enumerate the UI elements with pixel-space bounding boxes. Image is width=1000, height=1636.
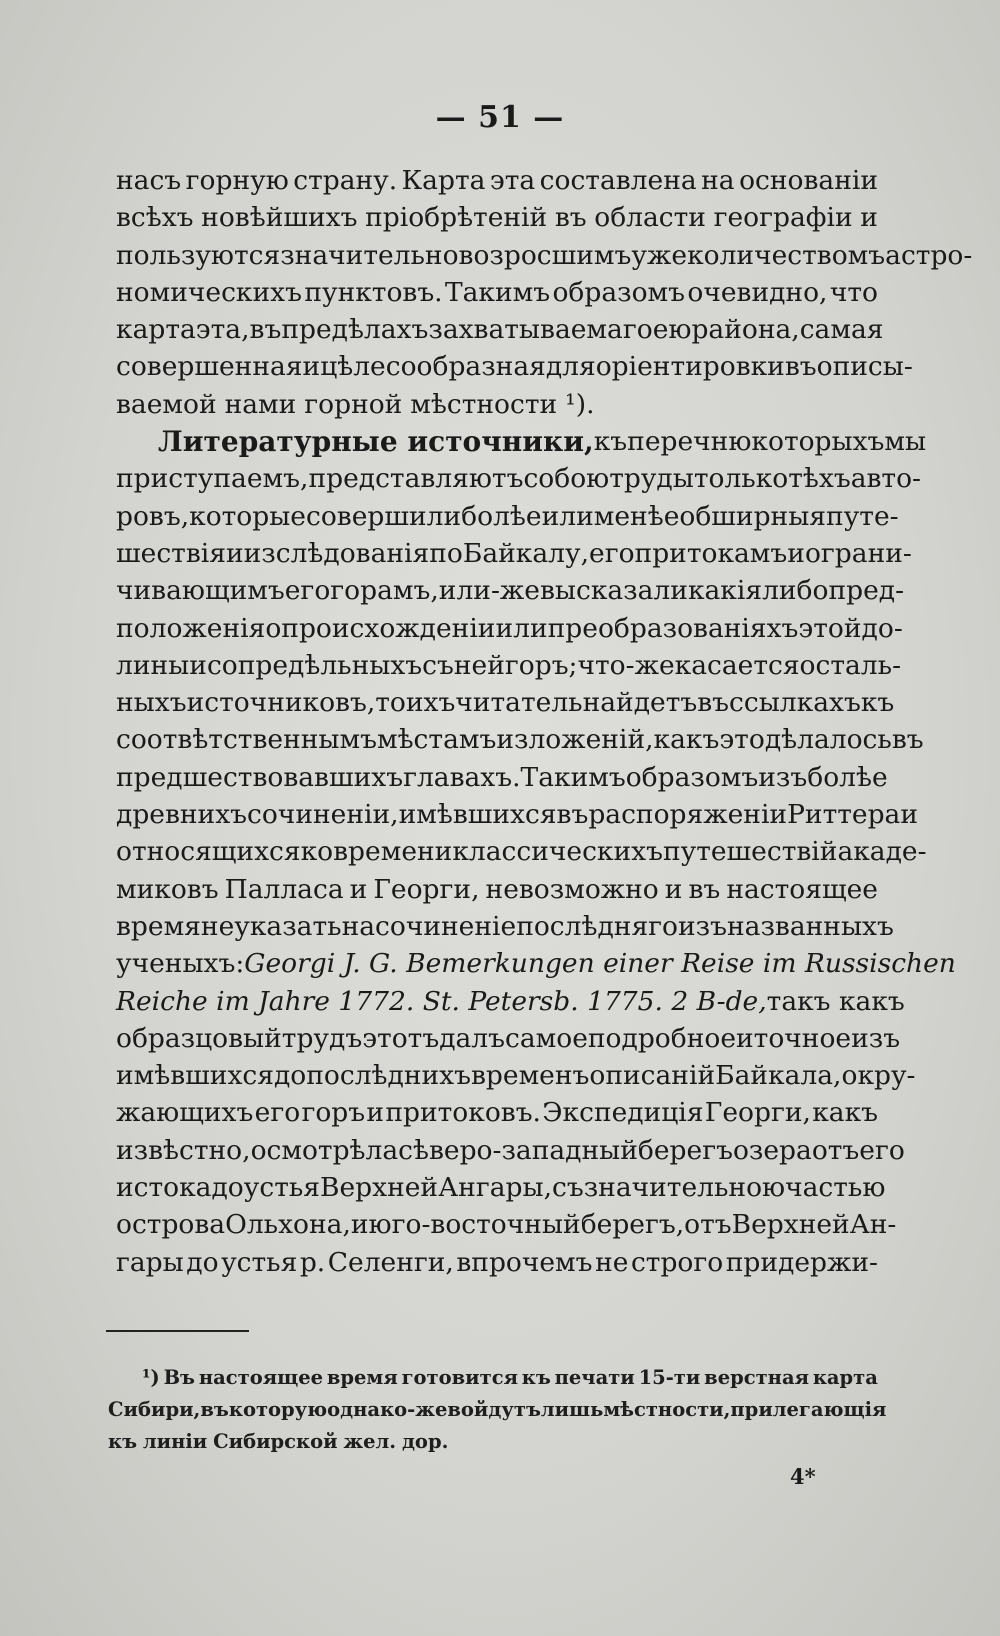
body-text	[116, 162, 973, 1281]
word: и	[302, 351, 321, 383]
word: какъ	[812, 1097, 878, 1129]
word: этой	[798, 612, 862, 644]
word: о	[265, 612, 282, 644]
word: предшествовавшихъ	[116, 761, 404, 793]
word: только	[693, 463, 789, 495]
word: мѣстности,	[603, 1398, 731, 1421]
word: авто-	[850, 463, 921, 495]
word: извѣстно,	[116, 1134, 251, 1166]
word: ко	[300, 836, 334, 868]
word: болѣе	[461, 500, 542, 532]
text-line	[116, 1094, 878, 1131]
word: Ангары,	[438, 1172, 552, 1204]
word: отъ	[811, 1134, 860, 1166]
citation-title-part-2: Reiche im Jahre 1772. St. Petersb. 1775. 2 B-de,	[116, 985, 767, 1017]
word: которую	[228, 1398, 328, 1421]
word: которые	[189, 500, 306, 532]
paragraph-1	[116, 162, 973, 423]
word: образцовый	[116, 1022, 282, 1054]
word: происхожденіи	[281, 612, 496, 644]
word: области	[594, 202, 706, 234]
word: точное	[753, 1022, 852, 1054]
word: далъ	[439, 1022, 505, 1054]
word: время	[116, 910, 201, 942]
word: гары	[116, 1246, 184, 1278]
word: Такимъ	[444, 276, 551, 308]
word: нами	[224, 388, 297, 420]
word: географіи	[713, 202, 853, 234]
word: изъ	[851, 1022, 901, 1054]
word: пользуются	[116, 239, 281, 271]
word: жел.	[343, 1430, 397, 1453]
word: берегъ,	[580, 1209, 685, 1241]
word: тѣхъ	[788, 463, 851, 495]
word: въ	[200, 1398, 229, 1421]
word: настоящее	[198, 1366, 324, 1389]
word: изъ	[678, 910, 727, 942]
word: пріобрѣтеній	[365, 202, 548, 234]
text-line	[116, 759, 888, 796]
word: его	[589, 537, 635, 569]
text-line	[116, 535, 912, 572]
word: классическихъ	[452, 836, 663, 868]
word: шествія	[116, 537, 226, 569]
word: насъ	[116, 165, 182, 196]
word: мы	[884, 426, 927, 458]
citation-prefix: ученыхъ:	[116, 948, 245, 980]
word: описы-	[816, 351, 913, 383]
word: придержи-	[725, 1246, 878, 1278]
word: Байкала,	[715, 1060, 842, 1092]
word: читатель	[455, 687, 583, 719]
word: миковъ	[116, 873, 219, 905]
word: этотъ	[362, 1022, 440, 1054]
word: источниковъ,	[186, 687, 376, 719]
word: войдутъ	[447, 1398, 541, 1421]
word: указать	[234, 910, 342, 942]
word: его	[254, 1097, 301, 1129]
word: основаніи	[739, 165, 878, 196]
word: или	[495, 612, 548, 644]
word: въ	[249, 314, 282, 346]
paragraph-2	[116, 460, 927, 945]
section-heading: Литературные источники,	[158, 425, 594, 459]
word: не	[200, 910, 235, 942]
word: къ	[860, 687, 895, 719]
word: съ	[552, 1172, 584, 1204]
word: образомъ	[552, 276, 686, 308]
text-line	[116, 1244, 878, 1281]
word: то	[375, 687, 406, 719]
word: Георги,	[373, 873, 480, 905]
word: страну.	[293, 165, 398, 196]
word: его	[859, 1134, 905, 1166]
word: мѣстамъ	[376, 724, 497, 756]
word: осмотрѣла	[250, 1134, 399, 1166]
word: и	[350, 1209, 369, 1241]
word: берегъ	[637, 1134, 733, 1166]
text-line	[116, 1206, 897, 1243]
word: жающихъ	[116, 1097, 254, 1129]
word: и	[366, 1097, 385, 1129]
word: р.	[299, 1246, 326, 1278]
text-line	[116, 1132, 905, 1169]
text-line	[116, 1057, 916, 1094]
word: совершенная	[116, 351, 303, 383]
word: оріентировки	[595, 351, 785, 383]
word: количествомъ	[687, 239, 886, 271]
word: къ	[108, 1430, 138, 1453]
word: ныхъ	[116, 687, 187, 719]
word: ней	[453, 649, 505, 681]
word: Ольхона,	[225, 1209, 351, 1241]
text-line	[116, 833, 927, 870]
word: и	[900, 799, 919, 831]
citation-line-2	[116, 983, 905, 1020]
word: самое	[505, 1022, 588, 1054]
text-line	[116, 498, 899, 535]
word: на	[341, 910, 376, 942]
word: болѣе	[807, 761, 888, 793]
citation-title-part-1: Georgi J. G. Bemerkungen einer Reise im Russischen	[244, 948, 956, 980]
text-line	[116, 572, 905, 609]
page-number: — 51 —	[435, 100, 565, 135]
word: приступаемъ,	[116, 463, 309, 495]
word: 15-ти	[638, 1366, 701, 1389]
word: эта,	[195, 314, 250, 346]
word: Карта	[401, 165, 486, 196]
word: устья	[243, 1172, 321, 1204]
text-line	[108, 1394, 887, 1426]
word: къ	[521, 1366, 551, 1389]
word: въ	[556, 799, 589, 831]
word: астро-	[885, 239, 973, 271]
word: положенія	[116, 612, 266, 644]
word: однако-же	[327, 1398, 448, 1421]
word: или-же	[438, 575, 540, 607]
text-line	[116, 684, 895, 721]
word: ¹).	[565, 388, 595, 420]
paragraph-2-first-line	[116, 423, 927, 460]
word: Верхней	[731, 1209, 850, 1241]
word: которыхъ	[751, 426, 885, 458]
text-line	[116, 908, 894, 945]
word: имѣвшихся	[116, 1060, 274, 1092]
word: Ан-	[849, 1209, 897, 1241]
word: имѣвшихся	[398, 799, 557, 831]
word: истока	[116, 1172, 212, 1204]
word: горамъ,	[330, 575, 439, 607]
word: отъ	[684, 1209, 732, 1241]
word: составлена	[539, 165, 697, 196]
word: горъ	[301, 1097, 366, 1129]
word: устья	[221, 1246, 298, 1278]
word: дор.	[401, 1430, 449, 1453]
word: акаде-	[837, 836, 927, 868]
word: ею	[652, 314, 692, 346]
word: возросшимъ	[458, 239, 632, 271]
text-line	[116, 311, 884, 348]
word: описаній	[589, 1060, 716, 1092]
word: печати	[554, 1366, 635, 1389]
word: всѣхъ	[116, 202, 194, 234]
word: Верхней	[320, 1172, 439, 1204]
word: невозможно	[485, 873, 659, 905]
word: уже	[631, 239, 688, 271]
text-line	[108, 1426, 878, 1458]
word: относящихся	[116, 836, 301, 868]
word: Экспедиція	[542, 1097, 704, 1129]
word: и	[664, 873, 683, 905]
signature-mark: 4*	[790, 1464, 816, 1489]
word: дѣлалось	[764, 724, 892, 756]
text-line	[116, 1169, 886, 1206]
word: до	[186, 1246, 219, 1278]
word: пред-	[828, 575, 905, 607]
word: и	[787, 537, 805, 569]
word: лишь	[540, 1398, 604, 1421]
word: либо	[762, 575, 829, 607]
paragraph-2-continuation	[116, 1020, 916, 1281]
word: не	[595, 1246, 629, 1278]
word: обширныя	[679, 500, 827, 532]
word: его	[284, 575, 331, 607]
word: въ	[688, 873, 721, 905]
word: Байкалу,	[462, 537, 590, 569]
word: Георги,	[704, 1097, 811, 1129]
footnote-divider	[106, 1330, 249, 1332]
word: притоковъ.	[385, 1097, 541, 1129]
word: это	[719, 724, 765, 756]
word: ограни-	[804, 537, 912, 569]
word: линіи	[142, 1430, 208, 1453]
word: самая	[799, 314, 884, 346]
word: ссылкахъ	[729, 687, 861, 719]
word: верстная	[704, 1366, 810, 1389]
word: изъ	[758, 761, 808, 793]
word: образомъ	[625, 761, 759, 793]
word: Сибири,	[108, 1398, 201, 1421]
word: Въ	[163, 1366, 196, 1389]
word: представляютъ	[308, 463, 524, 495]
text-line	[116, 460, 921, 497]
word: горной	[304, 388, 403, 420]
word: значительно	[280, 239, 459, 271]
word: мѣстности	[410, 388, 558, 420]
citation-line-1	[116, 945, 956, 982]
word: горную	[185, 165, 289, 196]
word: Селенги,	[327, 1246, 454, 1278]
word: готовится	[401, 1366, 518, 1389]
word: найдетъ	[582, 687, 698, 719]
word: путешествій	[662, 836, 838, 868]
word: лины	[116, 649, 190, 681]
word: совершили	[306, 500, 462, 532]
word: притокамъ	[634, 537, 788, 569]
citation-suffix: такъ какъ	[766, 985, 905, 1017]
word: сопредѣльныхъ	[206, 649, 423, 681]
word: временъ	[471, 1060, 590, 1092]
word: распоряженіи	[588, 799, 788, 831]
word: труды	[609, 463, 694, 495]
text-line	[116, 386, 878, 423]
word: осталь-	[799, 649, 902, 681]
word: впрочемъ	[456, 1246, 593, 1278]
word: эта	[489, 165, 536, 196]
word: времени	[333, 836, 453, 868]
word: района,	[691, 314, 800, 346]
word: менѣе	[593, 500, 680, 532]
word: ровъ,	[116, 500, 190, 532]
word: предѣлахъ	[281, 314, 429, 346]
text-line	[116, 162, 878, 199]
word: главахъ.	[403, 761, 521, 793]
word: что-же	[577, 649, 675, 681]
word: какія	[687, 575, 763, 607]
word: чивающимъ	[116, 575, 285, 607]
word: перечню	[627, 426, 752, 458]
word: путе-	[826, 500, 899, 532]
word: преобразованіяхъ	[547, 612, 799, 644]
word: строго	[630, 1246, 724, 1278]
word: горъ;	[504, 649, 578, 681]
text-line	[116, 199, 878, 236]
word: Риттера	[787, 799, 901, 831]
text-line	[116, 237, 973, 274]
word: сѣверо-западный	[398, 1134, 638, 1166]
word: какъ	[653, 724, 720, 756]
word: изложеній,	[496, 724, 654, 756]
word: послѣдняго	[516, 910, 678, 942]
word: по	[429, 537, 463, 569]
word: высказали	[539, 575, 688, 607]
word: и	[349, 873, 368, 905]
word: время	[326, 1366, 398, 1389]
word: названныхъ	[726, 910, 894, 942]
word: для	[545, 351, 596, 383]
word: изслѣдованія	[243, 537, 430, 569]
word: острова	[116, 1209, 226, 1241]
word: въ	[891, 724, 924, 756]
footnote	[108, 1362, 887, 1458]
word: послѣднихъ	[306, 1060, 471, 1092]
word: въ	[554, 202, 587, 234]
word: сочиненіе	[375, 910, 517, 942]
word: подробное	[587, 1022, 736, 1054]
text-line	[108, 1362, 878, 1394]
text-line	[116, 274, 878, 311]
word: цѣлесообразная	[320, 351, 546, 383]
word: Сибирской	[213, 1430, 338, 1453]
word: соотвѣтственнымъ	[116, 724, 377, 756]
word: и	[189, 649, 207, 681]
word: настоящее	[726, 873, 878, 905]
word: юго-восточный	[368, 1209, 581, 1241]
word: до	[273, 1060, 307, 1092]
word: къ	[593, 426, 628, 458]
word: до	[211, 1172, 244, 1204]
word: Такимъ	[520, 761, 626, 793]
word: въ	[784, 351, 817, 383]
word: и	[225, 537, 244, 569]
word: значительною	[583, 1172, 786, 1204]
word: окру-	[841, 1060, 916, 1092]
word: новѣйшихъ	[201, 202, 358, 234]
word: касается	[674, 649, 800, 681]
word: или	[541, 500, 594, 532]
word: сочиненіи,	[247, 799, 399, 831]
word: карта	[812, 1366, 878, 1389]
word: ¹)	[142, 1366, 160, 1389]
word: озера	[732, 1134, 812, 1166]
word: съ	[422, 649, 454, 681]
word: собою	[523, 463, 610, 495]
word: на	[701, 165, 735, 196]
word: въ	[697, 687, 730, 719]
word: ихъ	[405, 687, 456, 719]
word: и	[736, 1022, 754, 1054]
word: номическихъ	[116, 276, 302, 308]
text-line	[116, 610, 903, 647]
text-line	[116, 1020, 901, 1057]
text-line	[116, 871, 878, 908]
text-line	[116, 796, 919, 833]
word: и	[860, 202, 878, 234]
word: захватываемаго	[428, 314, 653, 346]
word: очевидно,	[687, 276, 828, 308]
text-line	[116, 348, 913, 385]
word: карта	[116, 314, 196, 346]
word: что	[829, 276, 878, 308]
word: ваемой	[116, 388, 217, 420]
word: трудъ	[281, 1022, 363, 1054]
word: до-	[861, 612, 903, 644]
word: пунктовъ.	[304, 276, 443, 308]
word: частью	[785, 1172, 886, 1204]
text-line	[116, 721, 924, 758]
word: Палласа	[224, 873, 344, 905]
word: прилегающія	[730, 1398, 887, 1421]
word: древнихъ	[116, 799, 248, 831]
text-line	[116, 647, 902, 684]
